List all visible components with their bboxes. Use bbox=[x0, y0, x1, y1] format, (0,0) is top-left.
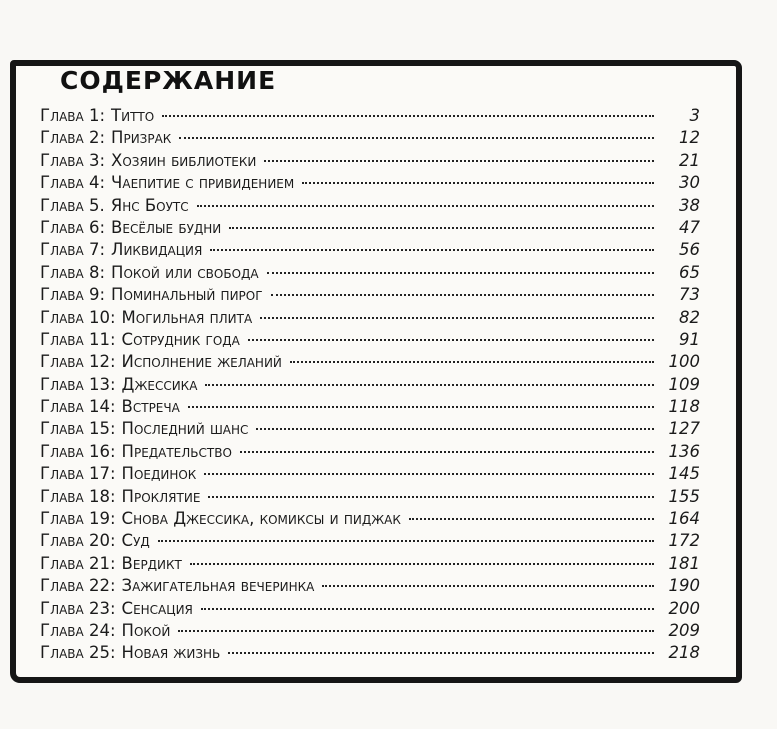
chapter-number: Глава 19: bbox=[40, 509, 116, 529]
chapter-title: Титто bbox=[111, 106, 155, 125]
toc-entry bbox=[40, 642, 700, 664]
toc-entry bbox=[40, 239, 700, 261]
dot-leader bbox=[264, 160, 654, 162]
page-number: 30 bbox=[679, 173, 700, 193]
dot-leader bbox=[210, 249, 654, 251]
chapter-number: Глава 9: bbox=[40, 285, 106, 305]
chapter-title: Зажигательная вечеринка bbox=[121, 576, 315, 596]
contents-heading: СОДЕРЖАНИЕ bbox=[60, 66, 277, 95]
page-number: 218 bbox=[668, 643, 700, 663]
dot-leader bbox=[190, 563, 654, 565]
page-number: 190 bbox=[668, 576, 700, 596]
chapter-number: Глава 2: bbox=[40, 128, 106, 148]
chapter-number: Глава 22: bbox=[40, 576, 116, 596]
chapter-number: Глава 5. bbox=[40, 195, 105, 215]
chapter-number: Глава 17: bbox=[40, 464, 116, 484]
chapter-number: Глава 21: bbox=[40, 553, 116, 573]
toc-entry bbox=[40, 396, 700, 418]
chapter-title: Ликвидация bbox=[111, 240, 203, 260]
toc-entry bbox=[40, 217, 700, 239]
chapter-number: Глава 1: bbox=[40, 106, 106, 125]
chapter-title: Снова Джессика, комиксы и пиджак bbox=[121, 509, 401, 529]
page-number: 91 bbox=[679, 329, 700, 349]
page-number: 145 bbox=[668, 464, 700, 484]
toc-entry bbox=[40, 351, 700, 373]
chapter-number: Глава 8: bbox=[40, 262, 106, 282]
toc-entry bbox=[40, 620, 700, 642]
toc-entry bbox=[40, 598, 700, 620]
chapter-title: Покой или свобода bbox=[111, 262, 259, 282]
toc-entry bbox=[40, 329, 700, 351]
chapter-title: Исполнение желаний bbox=[121, 352, 282, 372]
chapter-title: Поединок bbox=[121, 464, 197, 484]
dot-leader bbox=[267, 272, 654, 274]
toc-entry bbox=[40, 150, 700, 172]
chapter-title: Могильная плита bbox=[121, 307, 253, 327]
chapter-number: Глава 6: bbox=[40, 217, 106, 237]
page-number: 73 bbox=[679, 285, 700, 305]
chapter-number: Глава 12: bbox=[40, 352, 116, 372]
toc-entry bbox=[40, 105, 700, 127]
chapter-title: Сотрудник года bbox=[121, 329, 240, 349]
chapter-number: Глава 24: bbox=[40, 620, 116, 640]
chapter-title: Последний шанс bbox=[121, 419, 249, 439]
toc-entry bbox=[40, 463, 700, 485]
dot-leader bbox=[322, 585, 654, 587]
page-number: 136 bbox=[668, 441, 700, 461]
page-number: 181 bbox=[668, 553, 700, 573]
dot-leader bbox=[162, 115, 654, 117]
chapter-title: Предательство bbox=[121, 441, 232, 461]
page-number: 209 bbox=[668, 620, 700, 640]
chapter-number: Глава 20: bbox=[40, 531, 116, 551]
dot-leader bbox=[201, 608, 654, 610]
chapter-title: Вердикт bbox=[121, 553, 182, 573]
chapter-title: Суд bbox=[121, 531, 150, 551]
chapter-title: Поминальный пирог bbox=[111, 285, 263, 305]
chapter-title: Призрак bbox=[111, 128, 172, 148]
chapter-title: Встреча bbox=[121, 397, 180, 417]
toc-entry bbox=[40, 441, 700, 463]
dot-leader bbox=[229, 227, 654, 229]
dot-leader bbox=[260, 317, 654, 319]
toc-entry bbox=[40, 195, 700, 217]
chapter-number: Глава 4: bbox=[40, 173, 106, 193]
dot-leader bbox=[302, 182, 654, 184]
page-number: 82 bbox=[679, 307, 700, 327]
toc-entry bbox=[40, 374, 700, 396]
page-number: 21 bbox=[679, 150, 700, 170]
toc-entry bbox=[40, 172, 700, 194]
page-number: 155 bbox=[668, 486, 700, 506]
dot-leader bbox=[204, 473, 654, 475]
chapter-title: Янс Боутс bbox=[110, 195, 189, 215]
dot-leader bbox=[158, 540, 654, 542]
chapter-number: Глава 15: bbox=[40, 419, 116, 439]
dot-leader bbox=[271, 294, 654, 296]
chapter-number: Глава 23: bbox=[40, 598, 116, 618]
toc-entry bbox=[40, 307, 700, 329]
chapter-title: Проклятие bbox=[121, 486, 201, 506]
page-number: 38 bbox=[679, 195, 700, 215]
toc-entry bbox=[40, 508, 700, 530]
chapter-number: Глава 25: bbox=[40, 643, 116, 663]
page-number: 100 bbox=[668, 352, 700, 372]
dot-leader bbox=[240, 451, 654, 453]
chapter-number: Глава 18: bbox=[40, 486, 116, 506]
dot-leader bbox=[228, 652, 654, 654]
page-number: 47 bbox=[679, 217, 700, 237]
chapter-title: Чаепитие с привидением bbox=[111, 173, 295, 193]
page-number: 164 bbox=[668, 509, 700, 529]
dot-leader bbox=[188, 406, 654, 408]
toc-entry bbox=[40, 553, 700, 575]
page-number: 200 bbox=[668, 598, 700, 618]
chapter-number: Глава 16: bbox=[40, 441, 116, 461]
dot-leader bbox=[197, 205, 654, 207]
page-number: 109 bbox=[668, 374, 700, 394]
chapter-number: Глава 13: bbox=[40, 374, 116, 394]
chapter-title: Покой bbox=[121, 620, 171, 640]
dot-leader bbox=[208, 496, 654, 498]
chapter-title: Джессика bbox=[121, 374, 198, 394]
chapter-title: Новая жизнь bbox=[121, 643, 221, 663]
dot-leader bbox=[179, 137, 654, 139]
dot-leader bbox=[256, 428, 654, 430]
chapter-title: Сенсация bbox=[121, 598, 193, 618]
dot-leader bbox=[290, 361, 654, 363]
toc-entry bbox=[40, 284, 700, 306]
toc-entry bbox=[40, 486, 700, 508]
table-of-contents bbox=[40, 105, 700, 665]
dot-leader bbox=[248, 339, 654, 341]
toc-entry bbox=[40, 262, 700, 284]
toc-entry bbox=[40, 127, 700, 149]
page-number: 3 bbox=[689, 106, 700, 125]
chapter-number: Глава 10: bbox=[40, 307, 116, 327]
dot-leader bbox=[409, 518, 654, 520]
chapter-number: Глава 14: bbox=[40, 397, 116, 417]
chapter-title: Хозяин библиотеки bbox=[111, 150, 257, 170]
chapter-number: Глава 11: bbox=[40, 329, 116, 349]
dot-leader bbox=[205, 384, 654, 386]
page-number: 12 bbox=[679, 128, 700, 148]
chapter-number: Глава 7: bbox=[40, 240, 106, 260]
toc-entry bbox=[40, 418, 700, 440]
page-number: 65 bbox=[679, 262, 700, 282]
page-number: 127 bbox=[668, 419, 700, 439]
page-number: 172 bbox=[668, 531, 700, 551]
chapter-title: Весёлые будни bbox=[111, 217, 222, 237]
toc-entry bbox=[40, 530, 700, 552]
chapter-number: Глава 3: bbox=[40, 150, 106, 170]
toc-entry bbox=[40, 575, 700, 597]
page-number: 56 bbox=[679, 240, 700, 260]
page-number: 118 bbox=[668, 397, 700, 417]
dot-leader bbox=[178, 630, 654, 632]
